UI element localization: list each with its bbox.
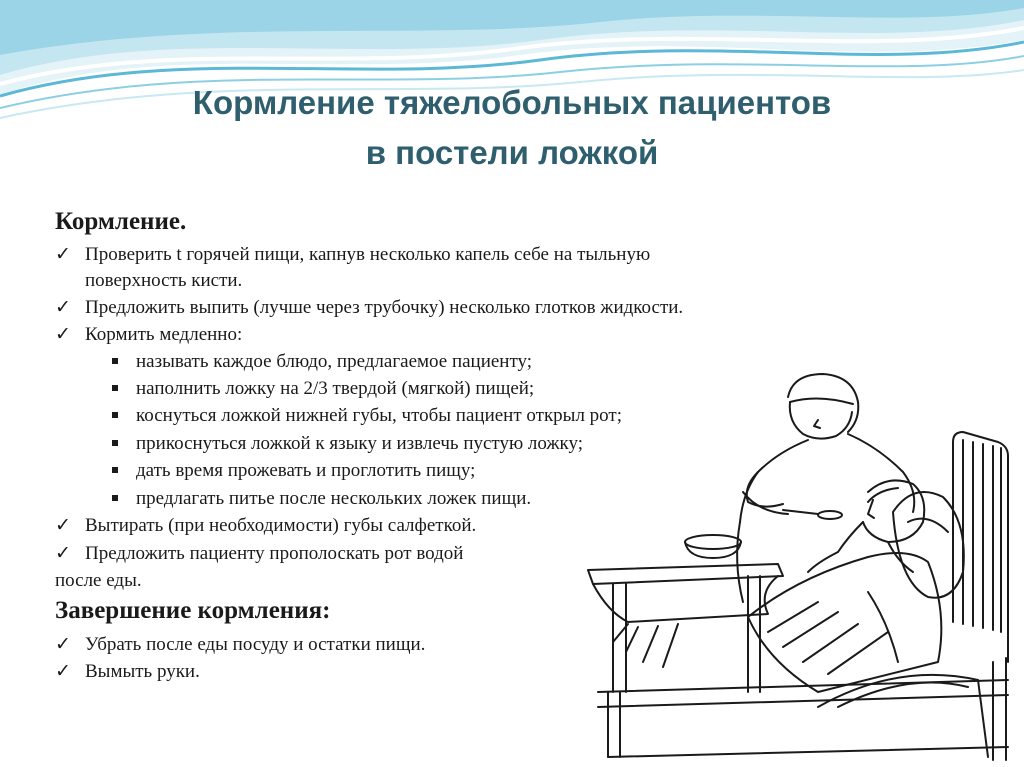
feeding-item-2 — [55, 295, 683, 320]
completion-item-2-text: Вымыть руки. — [85, 661, 200, 682]
title-line-1: Кормление тяжелобольных пациентов — [192, 84, 832, 121]
check-icon: ✓ — [55, 297, 71, 318]
title-line-2: в постели ложкой — [365, 134, 659, 171]
spoon — [783, 510, 842, 519]
feeding-item-2-text: Предложить выпить (лучше через трубочку) несколько глотков жидкости. — [85, 297, 684, 318]
square-bullet-icon — [112, 467, 118, 473]
bed-headboard — [953, 432, 1008, 662]
feeding-subitem: дать время прожевать и проглотить пищу; — [112, 458, 475, 483]
check-icon: ✓ — [55, 324, 71, 345]
square-bullet-icon — [112, 358, 118, 364]
feeding-item-1-continued: поверхность кисти. — [85, 270, 243, 291]
completion-item-1-text: Убрать после еды посуду и остатки пищи. — [85, 634, 426, 655]
completion-heading: Завершение кормления: — [55, 597, 331, 624]
feeding-item-5-text: Предложить пациенту прополоскать рот водой — [85, 543, 464, 564]
check-icon: ✓ — [55, 515, 71, 536]
feeding-subitem: предлагать питье после нескольких ложек пищи. — [112, 486, 531, 511]
square-bullet-icon — [112, 495, 118, 501]
check-icon: ✓ — [55, 244, 71, 265]
feeding-item-3-text: Кормить медленно: — [85, 324, 243, 345]
feeding-subitem: коснуться ложкой нижней губы, чтобы пациент открыл рот; — [112, 403, 622, 428]
blanket — [748, 553, 941, 692]
page-title — [0, 78, 1024, 178]
feeding-item-5-continued: после еды. — [55, 570, 142, 591]
completion-item-1 — [55, 632, 425, 657]
feeding-item-5 — [55, 541, 463, 566]
feeding-subitem: наполнить ложку на 2/3 твердой (мягкой) пищей; — [112, 376, 534, 401]
square-bullet-icon — [112, 440, 118, 446]
feeding-subitem: называть каждое блюдо, предлагаемое пациенту; — [112, 349, 532, 374]
feeding-item-3 — [55, 322, 242, 347]
feeding-subitem: прикоснуться ложкой к языку и извлечь пустую ложку; — [112, 431, 583, 456]
feeding-heading: Кормление. — [55, 208, 187, 235]
feeding-item-4-text: Вытирать (при необходимости) губы салфеткой. — [85, 515, 477, 536]
square-bullet-icon — [112, 412, 118, 418]
bowl — [685, 535, 741, 558]
check-icon: ✓ — [55, 543, 71, 564]
feeding-item-1-text: Проверить t горячей пищи, капнув несколько капель себе на тыльную — [85, 244, 651, 265]
check-icon: ✓ — [55, 661, 71, 682]
feeding-item-4 — [55, 513, 476, 538]
feeding-item-1 — [55, 242, 650, 267]
nurse-feeding-patient-illustration — [568, 362, 1024, 767]
square-bullet-icon — [112, 385, 118, 391]
check-icon: ✓ — [55, 634, 71, 655]
completion-item-2 — [55, 659, 200, 684]
nurse-figure — [737, 374, 914, 602]
bed-frame — [598, 658, 1008, 760]
